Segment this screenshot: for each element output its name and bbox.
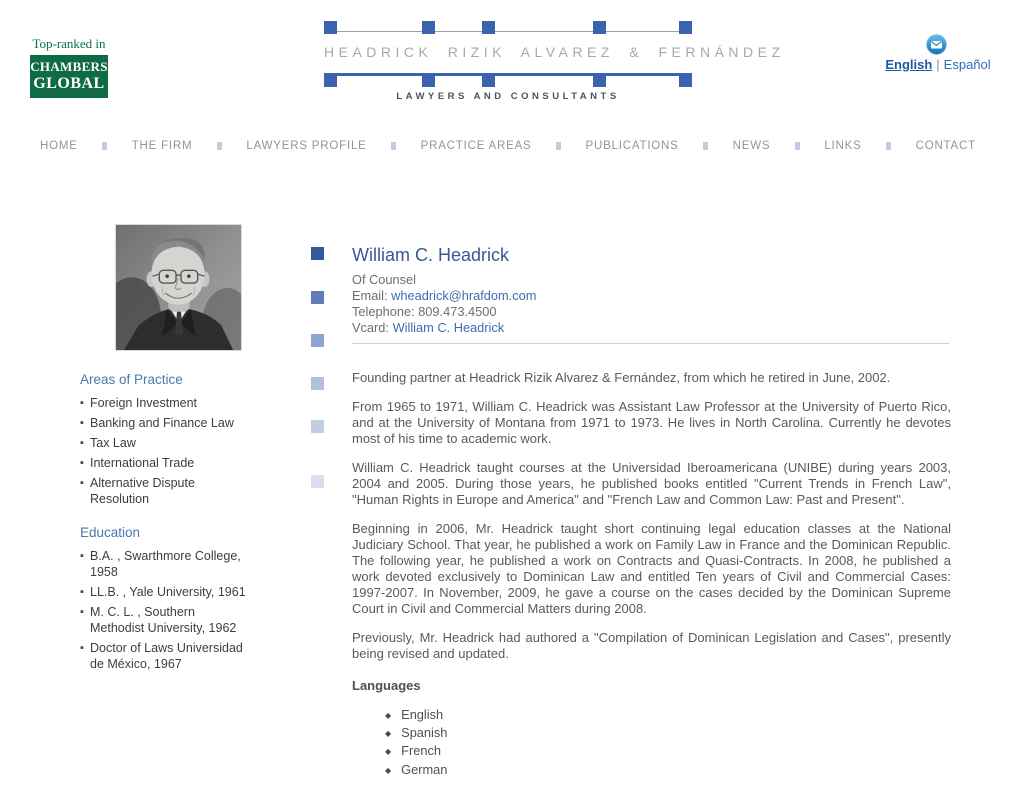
email-link[interactable]: wheadrick@hrafdom.com [391, 288, 537, 303]
lawyer-portrait [115, 224, 242, 351]
nav-separator-icon [102, 142, 107, 150]
biography [352, 370, 951, 780]
logo-square-icon [482, 21, 495, 34]
vcard-label: Vcard: [352, 320, 389, 335]
language-item: ◆ English [385, 707, 951, 725]
nav-contact[interactable]: CONTACT [915, 140, 976, 152]
badge-chambers-text: CHAMBERS [30, 59, 108, 74]
logo-square-icon [593, 21, 606, 34]
education-heading: Education [80, 525, 141, 540]
logo-bottom-rail [324, 73, 692, 76]
bio-paragraph: From 1965 to 1971, William C. Headrick was Assistant Law Professor at the University of Puerto Rico, and at the University of Montana from 1971 to 1973. He lives in North Carolina. Currently he devotes most of his time to academic work. [352, 399, 951, 446]
nav-lawyers-profile[interactable]: LAWYERS PROFILE [246, 140, 367, 152]
education-item: ▪ LL.B. , Yale University, 1961 [80, 584, 252, 600]
decor-square-icon [311, 334, 324, 347]
nav-the-firm[interactable]: THE FIRM [131, 140, 193, 152]
logo-square-icon [679, 74, 692, 87]
badge-tagline: Top-ranked in [32, 36, 106, 51]
firm-name: HEADRICK RIZIK ALVAREZ & FERNÁNDEZ [324, 44, 785, 60]
language-bar [860, 57, 1016, 72]
practice-area-item: ▪ Banking and Finance Law [80, 415, 252, 431]
main-nav [40, 136, 976, 156]
language-english-link[interactable]: English [885, 57, 933, 72]
logo-square-icon [422, 74, 435, 87]
areas-of-practice-heading: Areas of Practice [80, 372, 183, 387]
phone-label: Telephone: [352, 304, 415, 319]
practice-area-item: ▪ Alternative Dispute Resolution [80, 475, 252, 507]
nav-separator-icon [795, 142, 800, 150]
nav-links[interactable]: LINKS [824, 140, 862, 152]
bio-paragraph: Previously, Mr. Headrick had authored a "Compilation of Dominican Legislation and Cases", presently being revised and updated. [352, 630, 951, 661]
logo-square-icon [422, 21, 435, 34]
nav-separator-icon [217, 142, 222, 150]
practice-area-item: ▪ Tax Law [80, 435, 252, 451]
education-item: ▪ Doctor of Laws Universidad de México, 1967 [80, 640, 252, 672]
nav-separator-icon [391, 142, 396, 150]
languages-heading: Languages [352, 678, 421, 693]
envelope-icon[interactable] [926, 34, 947, 55]
bio-paragraph: Founding partner at Headrick Rizik Alvarez & Fernández, from which he retired in June, 2002. [352, 370, 891, 385]
bio-paragraph: William C. Headrick taught courses at the Universidad Iberoamericana (UNIBE) during years 2003, 2004 and 2005. During those years, he published books entitled "Current Trends in French Law", "Human Rights in Europe and America" and "French Law and Common Law: Past and Present". [352, 460, 951, 507]
nav-separator-icon [703, 142, 708, 150]
logo-square-icon [593, 74, 606, 87]
badge-global-text: GLOBAL [33, 75, 105, 92]
decor-square-icon [311, 291, 324, 304]
education-item: ▪ B.A. , Swarthmore College, 1958 [80, 548, 252, 580]
language-item: ◆ German [385, 762, 951, 780]
logo-square-icon [324, 74, 337, 87]
nav-separator-icon [886, 142, 891, 150]
phone-number: 809.473.4500 [418, 304, 497, 319]
areas-of-practice-list [80, 395, 252, 507]
decor-square-icon [311, 475, 324, 488]
decor-square-icon [311, 377, 324, 390]
firm-tagline: LAWYERS AND CONSULTANTS [396, 91, 620, 102]
language-separator: | [936, 57, 940, 72]
logo-square-icon [324, 21, 337, 34]
page-title: William C. Headrick [352, 245, 510, 265]
phone-line [352, 304, 952, 320]
lawyer-title: Of Counsel [352, 272, 417, 287]
language-espanol-link[interactable]: Español [943, 57, 991, 72]
nav-home[interactable]: HOME [40, 140, 78, 152]
vcard-link[interactable]: William C. Headrick [392, 320, 505, 335]
education-item: ▪ M. C. L. , Southern Methodist University, 1962 [80, 604, 252, 636]
badge-box [30, 55, 108, 98]
bio-paragraph: Beginning in 2006, Mr. Headrick taught short continuing legal education classes at the National Judiciary School. That year, he published a work on Family Law in France and the Dominican Republic. The following year, he published a work on Contracts and Quasi-Contracts. In 2008, he published a work devoted exclusively to Dominican Law and entitled Ten years of Civil and Commercial Cases: 1997-2007. In November, 2009, he gave a course on the cases decided by the Dominican Supreme Court in Civil and Commercial Matters during 2008. [352, 521, 951, 616]
divider [352, 343, 949, 344]
language-item: ◆ French [385, 743, 951, 761]
nav-publications[interactable]: PUBLICATIONS [585, 140, 679, 152]
sidebar [80, 372, 252, 690]
email-line [352, 288, 952, 304]
email-label: Email: [352, 288, 388, 303]
firm-logo[interactable] [324, 20, 785, 104]
logo-square-icon [482, 74, 495, 87]
decor-square-icon [311, 247, 324, 260]
chambers-global-badge[interactable] [30, 36, 108, 98]
vcard-line [352, 320, 952, 336]
language-item: ◆ Spanish [385, 725, 951, 743]
decor-square-icon [311, 420, 324, 433]
nav-separator-icon [556, 142, 561, 150]
education-list [80, 548, 252, 672]
logo-square-icon [679, 21, 692, 34]
profile-header [352, 245, 952, 336]
practice-area-item: ▪ International Trade [80, 455, 252, 471]
practice-area-item: ▪ Foreign Investment [80, 395, 252, 411]
nav-news[interactable]: NEWS [732, 140, 771, 152]
nav-practice-areas[interactable]: PRACTICE AREAS [420, 140, 532, 152]
languages-list [352, 707, 951, 780]
logo-top-rail [324, 31, 692, 32]
